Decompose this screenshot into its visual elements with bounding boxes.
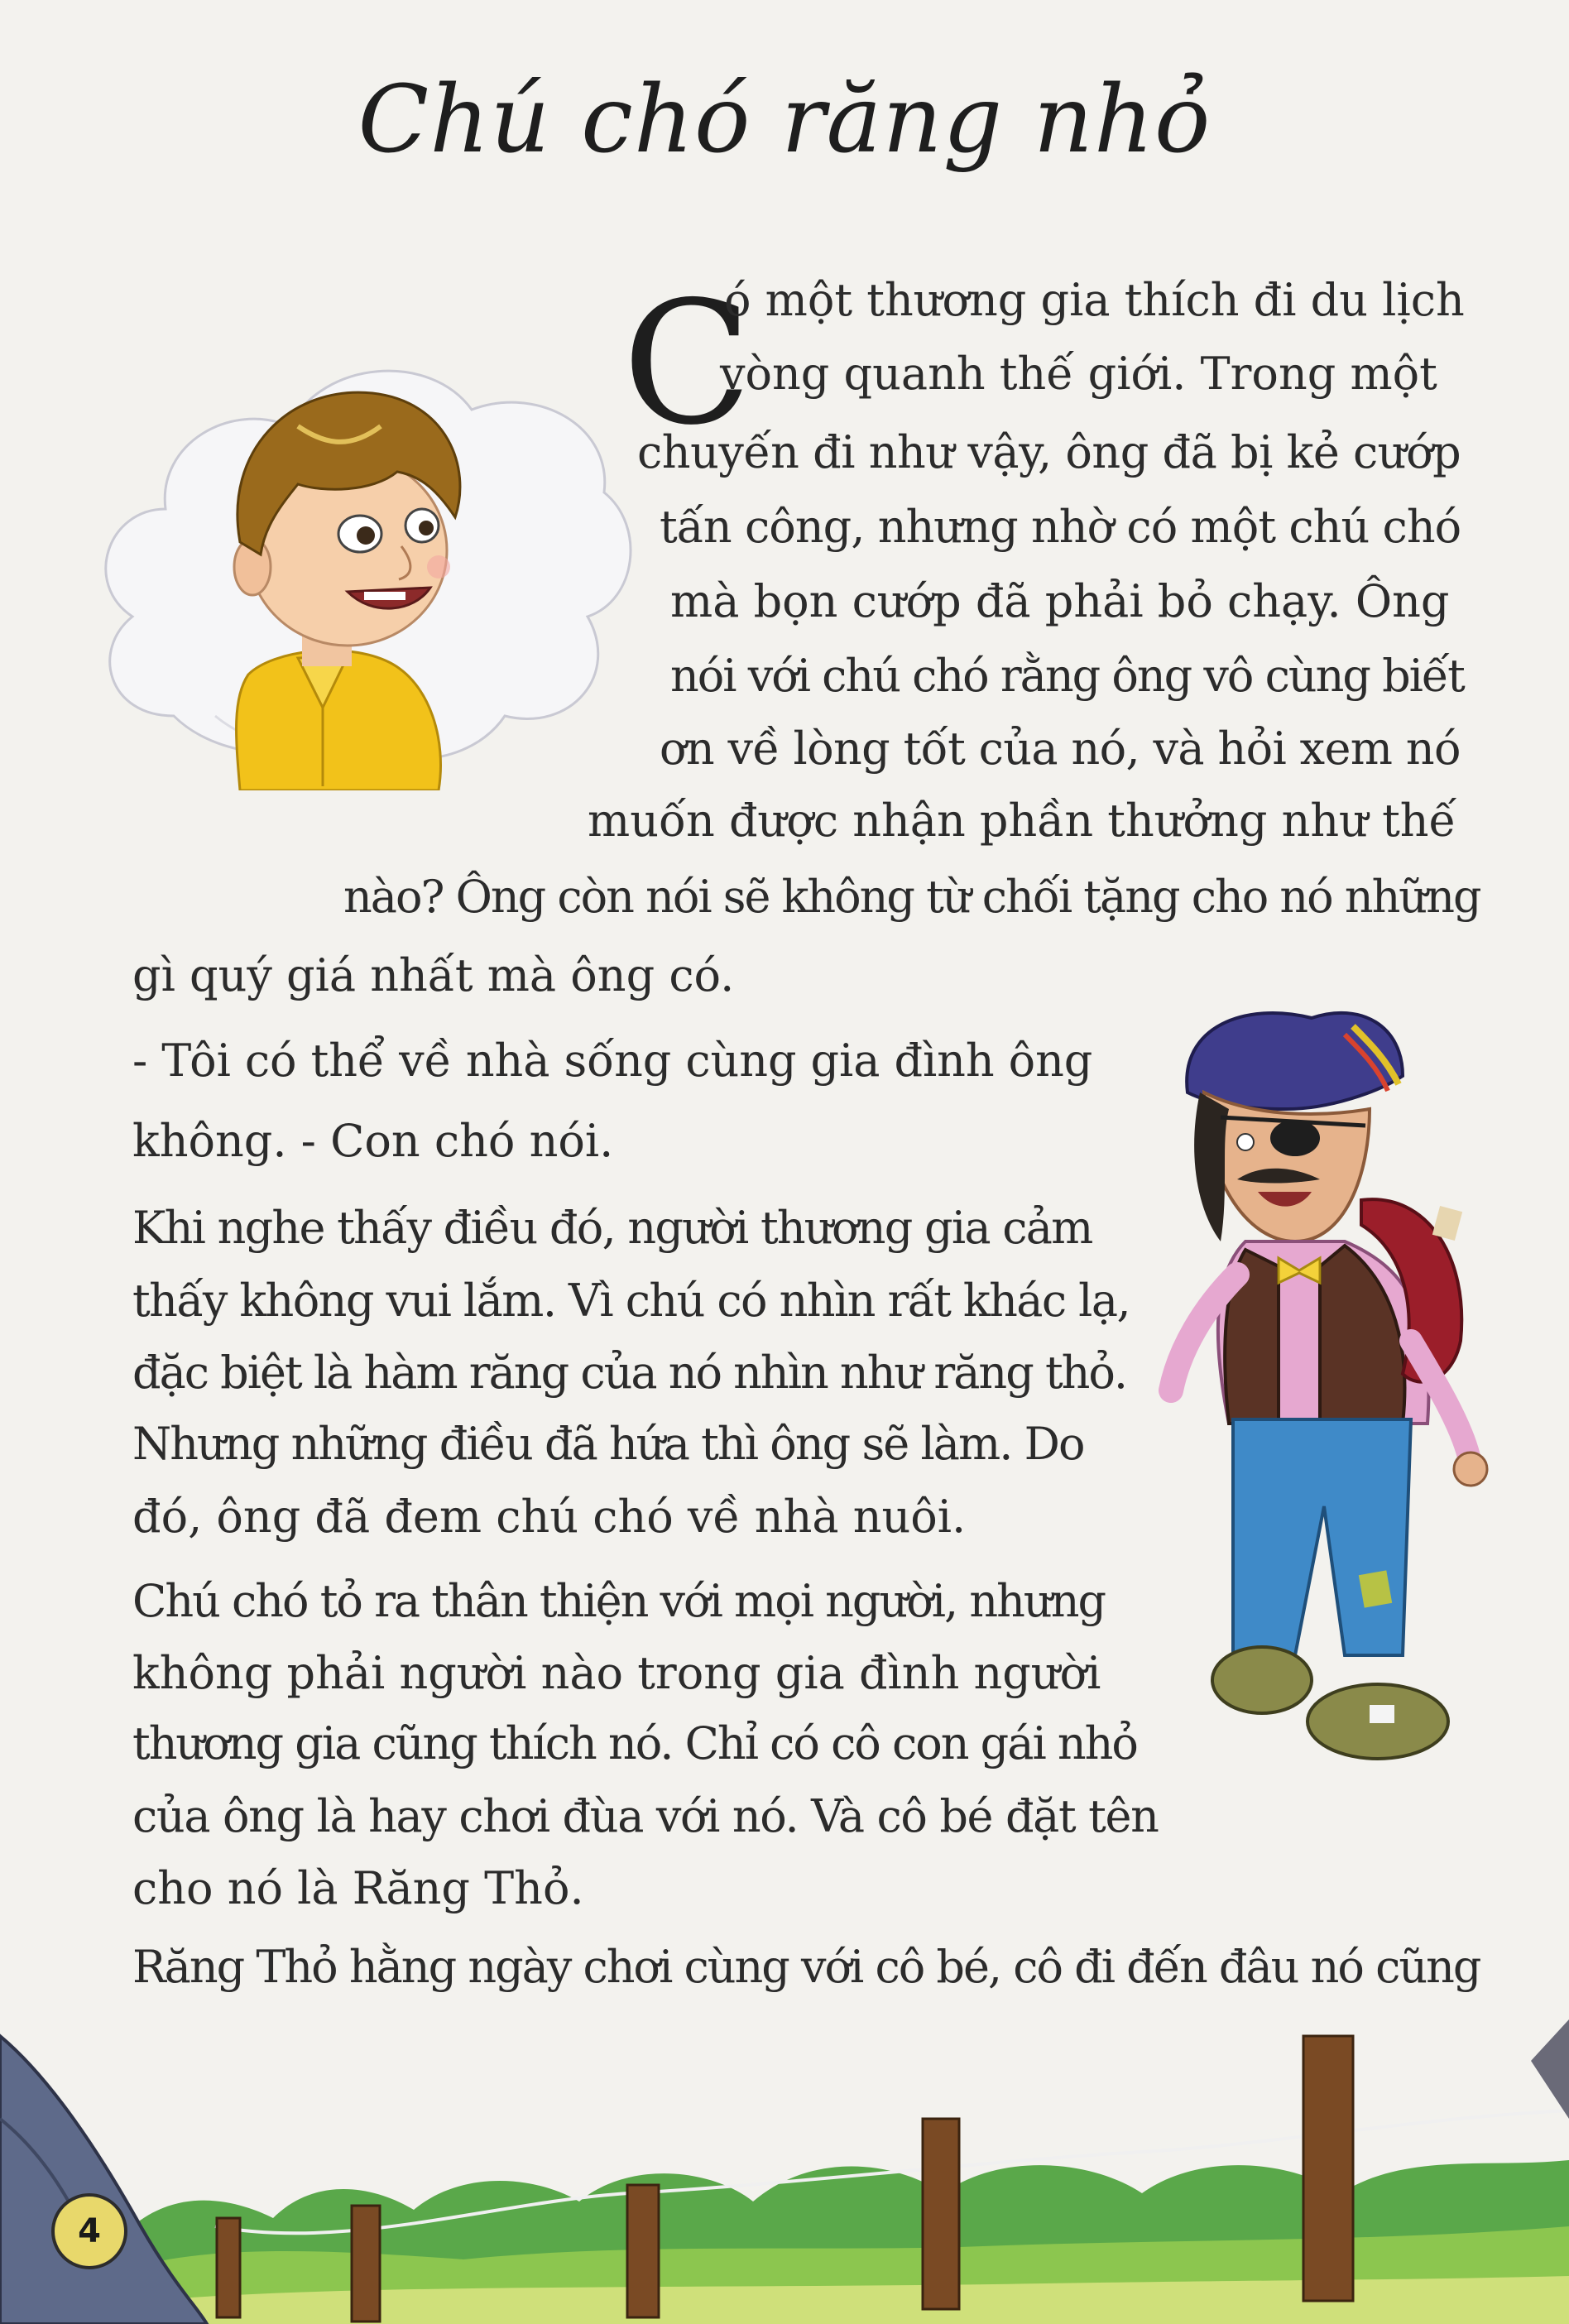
page-number-badge: 4 bbox=[51, 2193, 127, 2269]
text-line: Chú chó tỏ ra thân thiện với mọi người, nhưng bbox=[132, 1575, 1106, 1627]
text-line: Khi nghe thấy điều đó, người thương gia cảm bbox=[132, 1202, 1092, 1254]
text-line: tấn công, nhưng nhờ có một chú chó bbox=[660, 501, 1461, 553]
text-line: nào? Ông còn nói sẽ không từ chối tặng cho nó những bbox=[343, 871, 1480, 923]
text-line: - Tôi có thể về nhà sống cùng gia đình ông bbox=[132, 1035, 1093, 1087]
text-line: không phải người nào trong gia đình người bbox=[132, 1647, 1101, 1699]
text-line: Răng Thỏ hằng ngày chơi cùng với cô bé, cô đi đến đâu nó cũng bbox=[132, 1941, 1480, 1993]
text-line: thương gia cũng thích nó. Chỉ có cô con gái nhỏ bbox=[132, 1717, 1137, 1769]
boy-illustration bbox=[74, 327, 645, 790]
text-line: không. - Con chó nói. bbox=[132, 1115, 614, 1167]
drop-cap: C bbox=[622, 266, 752, 463]
text-line: cho nó là Răng Thỏ. bbox=[132, 1862, 584, 1914]
story-title: Chú chó răng nhỏ bbox=[357, 66, 1212, 174]
text-line: ó một thương gia thích đi du lịch bbox=[724, 274, 1465, 326]
text-line: nói với chú chó rằng ông vô cùng biết bbox=[670, 650, 1464, 702]
text-line: của ông là hay chơi đùa với nó. Và cô bé đặt tên bbox=[132, 1790, 1159, 1842]
text-line: vòng quanh thế giới. Trong một bbox=[720, 348, 1437, 400]
text-line: chuyến đi như vậy, ông đã bị kẻ cướp bbox=[637, 426, 1461, 478]
text-line: thấy không vui lắm. Vì chú có nhìn rất khác lạ, bbox=[132, 1275, 1130, 1327]
merchant-illustration bbox=[1154, 993, 1535, 1804]
text-line: muốn được nhận phần thưởng như thế bbox=[588, 795, 1456, 847]
text-line: ơn về lòng tốt của nó, và hỏi xem nó bbox=[660, 723, 1461, 775]
text-line: mà bọn cướp đã phải bỏ chạy. Ông bbox=[670, 575, 1450, 627]
landscape-border bbox=[0, 1953, 1569, 2324]
text-line: Nhưng những điều đã hứa thì ông sẽ làm. Do bbox=[132, 1418, 1084, 1470]
text-line: đó, ông đã đem chú chó về nhà nuôi. bbox=[132, 1491, 967, 1543]
text-line: đặc biệt là hàm răng của nó nhìn như răng thỏ. bbox=[132, 1347, 1127, 1399]
text-line: gì quý giá nhất mà ông có. bbox=[132, 949, 735, 1001]
